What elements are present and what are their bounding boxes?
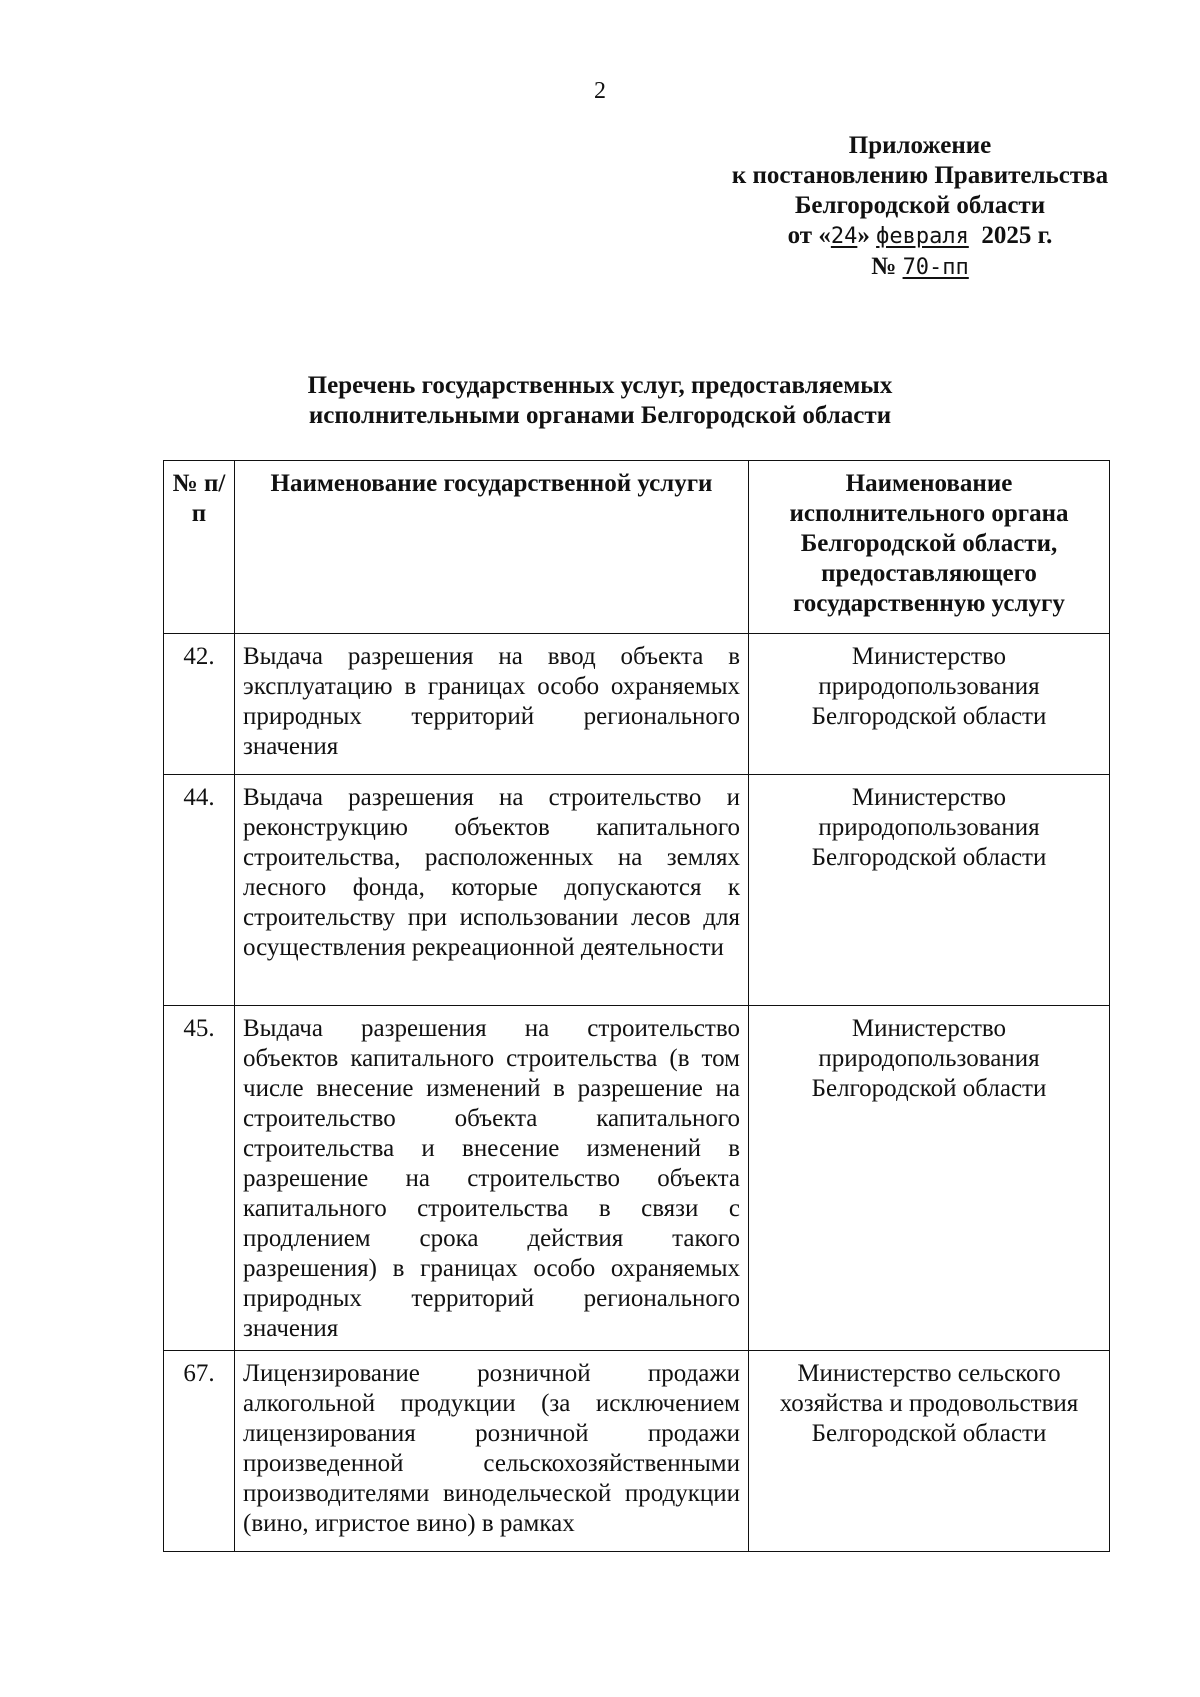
row-num: 42. bbox=[164, 634, 235, 775]
date-prefix: от « bbox=[787, 222, 831, 249]
row-organ-name: Министерство сельского хозяйства и продовольствия Белгородской области bbox=[749, 1351, 1110, 1552]
table-row bbox=[164, 1351, 1110, 1552]
table-header-row bbox=[164, 461, 1110, 634]
appendix-block bbox=[720, 131, 1120, 283]
row-organ-name: Министерство природопользования Белгородской области bbox=[749, 634, 1110, 775]
appendix-number-line bbox=[720, 252, 1120, 283]
appendix-date-line bbox=[720, 221, 1120, 252]
document-title-line-2: исполнительными органами Белгородской области bbox=[308, 402, 892, 429]
appendix-resolution-line: к постановлению Правительства bbox=[731, 162, 1109, 189]
row-organ-name: Министерство природопользования Белгородской области bbox=[749, 775, 1110, 1006]
services-table bbox=[163, 460, 1110, 1552]
date-year: 2025 г. bbox=[981, 222, 1053, 249]
resolution-number: 70-пп bbox=[902, 255, 969, 280]
document-title-line-1: Перечень государственных услуг, предоставляемых bbox=[307, 372, 893, 399]
document-title bbox=[0, 371, 1200, 431]
row-service-name: Лицензирование розничной продажи алкогольной продукции (за исключением лицензирования розничной продажи произведенной сельскохозяйственными производителями винодельческой продукции (вино, игристое вино) в рамках bbox=[235, 1351, 749, 1552]
appendix-region-line: Белгородской области bbox=[794, 192, 1046, 219]
page-number: 2 bbox=[594, 78, 606, 104]
header-num: № п/п bbox=[164, 461, 235, 634]
row-service-name: Выдача разрешения на строительство и реконструкцию объектов капитального строительства, расположенных на землях лесного фонда, которые допускаются к строительству при использовании лесов для осуществления рекреационной деятельности bbox=[235, 775, 749, 1006]
date-month: февраля bbox=[876, 224, 969, 249]
row-num: 44. bbox=[164, 775, 235, 1006]
date-quote-close: » bbox=[857, 222, 870, 249]
row-organ-name: Министерство природопользования Белгородской области bbox=[749, 1006, 1110, 1351]
header-service-name: Наименование государственной услуги bbox=[235, 461, 749, 634]
row-num: 45. bbox=[164, 1006, 235, 1351]
row-num: 67. bbox=[164, 1351, 235, 1552]
appendix-title: Приложение bbox=[848, 132, 992, 159]
row-service-name: Выдача разрешения на ввод объекта в эксплуатацию в границах особо охраняемых природных территорий регионального значения bbox=[235, 634, 749, 775]
number-prefix: № bbox=[871, 253, 897, 280]
header-organ-name: Наименование исполнительного органа Белгородской области, предоставляющего государственную услугу bbox=[749, 461, 1110, 634]
table-row bbox=[164, 775, 1110, 1006]
table-row bbox=[164, 1006, 1110, 1351]
date-day: 24 bbox=[830, 224, 858, 249]
row-service-name: Выдача разрешения на строительство объектов капитального строительства (в том числе внесение изменений в разрешение на строительство объекта капитального строительства и внесение изменений в разрешение на строительство объекта капитального строительства в связи с продлением срока действия такого разрешения) в границах особо охраняемых природных территорий регионального значения bbox=[235, 1006, 749, 1351]
table-row bbox=[164, 634, 1110, 775]
